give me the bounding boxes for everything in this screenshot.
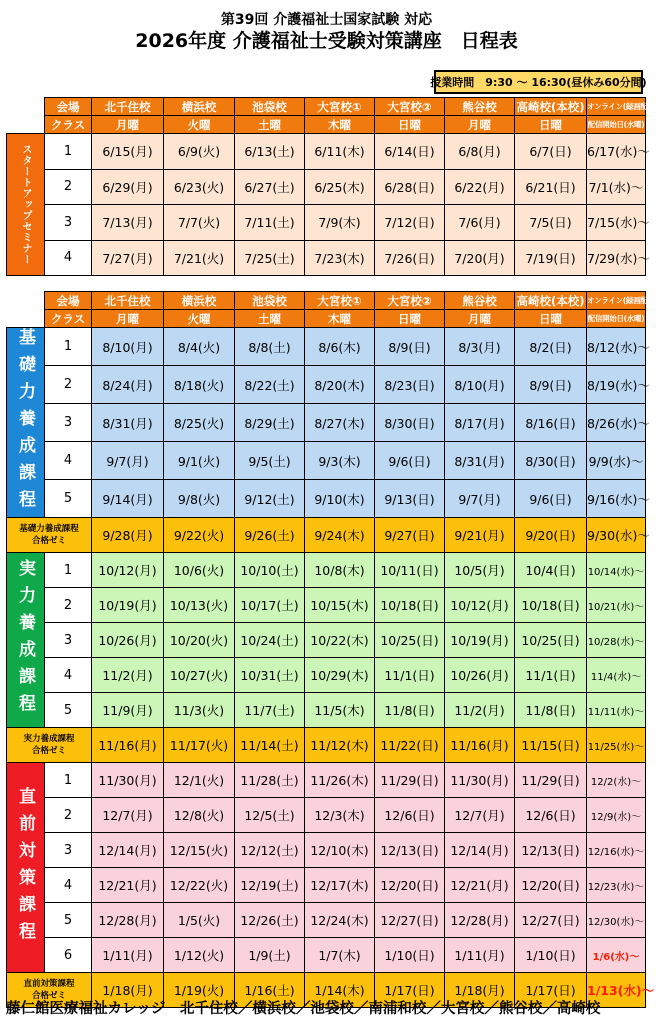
- date-cell: 6/13(土): [235, 134, 305, 170]
- date-cell: 11/2(月): [445, 693, 515, 728]
- date-cell: 9/7(月): [445, 480, 515, 518]
- date-cell: 11/7(土): [235, 693, 305, 728]
- date-cell: 9/3(木): [305, 442, 375, 480]
- header-campus: 熊谷校: [445, 98, 515, 116]
- date-cell: 11/9(月): [92, 693, 164, 728]
- schedule-row: [7, 658, 646, 693]
- header-campus: 北千住校: [92, 98, 164, 116]
- date-cell: 6/23(火): [164, 169, 235, 205]
- zemi-row: [7, 518, 646, 553]
- zemi-date-cell: 1/17(日): [515, 973, 587, 1008]
- date-cell: 12/28(月): [92, 903, 164, 938]
- date-cell: 1/6(水)～: [587, 938, 646, 973]
- schedule-row: [7, 480, 646, 518]
- header-row-day: [7, 310, 646, 328]
- zemi-label-line1: 直前対策課程: [23, 979, 75, 989]
- date-cell: 8/10(月): [92, 328, 164, 366]
- date-cell: 12/6(日): [375, 798, 445, 833]
- class-number: 2: [45, 588, 92, 623]
- zemi-date-cell: 9/22(火): [164, 518, 235, 553]
- header-day: 木曜: [305, 310, 375, 328]
- section-label-text: 直前対策課程: [15, 786, 35, 949]
- schedule-row: [7, 240, 646, 276]
- date-cell: 6/22(月): [445, 169, 515, 205]
- zemi-label-line1: 実力養成課程: [23, 734, 75, 744]
- date-cell: 7/13(月): [92, 205, 164, 241]
- date-cell: 7/7(火): [164, 205, 235, 241]
- date-cell: 8/3(月): [445, 328, 515, 366]
- date-cell: 8/26(水)～: [587, 404, 646, 442]
- header-day: 木曜: [305, 116, 375, 134]
- date-cell: 9/10(木): [305, 480, 375, 518]
- schedule-row: [7, 833, 646, 868]
- date-cell: 7/20(月): [445, 240, 515, 276]
- schedule-row: [7, 798, 646, 833]
- date-cell: 8/16(日): [515, 404, 587, 442]
- date-cell: 11/11(水)～: [587, 693, 646, 728]
- date-cell: 12/28(月): [445, 903, 515, 938]
- date-cell: 6/8(月): [445, 134, 515, 170]
- date-cell: 8/31(月): [92, 404, 164, 442]
- date-cell: 10/15(木): [305, 588, 375, 623]
- date-cell: 10/18(日): [375, 588, 445, 623]
- zemi-date-cell: 11/15(日): [515, 728, 587, 763]
- date-cell: 8/31(月): [445, 442, 515, 480]
- header-day: 土曜: [235, 310, 305, 328]
- date-cell: 12/13(日): [515, 833, 587, 868]
- zemi-date-cell: 1/13(水)～: [587, 973, 646, 1008]
- date-cell: 1/11(月): [92, 938, 164, 973]
- date-cell: 9/12(土): [235, 480, 305, 518]
- header-day: 日曜: [375, 116, 445, 134]
- class-number: 1: [45, 553, 92, 588]
- header-campus: 横浜校: [164, 292, 235, 310]
- date-cell: 9/7(月): [92, 442, 164, 480]
- zemi-date-cell: 11/16(月): [92, 728, 164, 763]
- date-cell: 11/30(月): [92, 763, 164, 798]
- class-number: 1: [45, 763, 92, 798]
- zemi-date-cell: 1/19(火): [164, 973, 235, 1008]
- date-cell: 12/8(火): [164, 798, 235, 833]
- header-day: 月曜: [445, 116, 515, 134]
- header-campus: オンライン(録画配信): [587, 292, 646, 310]
- date-cell: 8/6(木): [305, 328, 375, 366]
- date-cell: 6/29(月): [92, 169, 164, 205]
- date-cell: 12/20(日): [375, 868, 445, 903]
- date-cell: 8/30(日): [375, 404, 445, 442]
- date-cell: 7/15(水)～: [587, 205, 646, 241]
- schedule-row: [7, 205, 646, 241]
- schedule-row: [7, 763, 646, 798]
- zemi-date-cell: 11/22(日): [375, 728, 445, 763]
- date-cell: 6/25(木): [305, 169, 375, 205]
- header-blank: [7, 310, 45, 328]
- date-cell: 9/16(水)～: [587, 480, 646, 518]
- date-cell: 7/11(土): [235, 205, 305, 241]
- class-number: 6: [45, 938, 92, 973]
- schedule-row: [7, 903, 646, 938]
- zemi-date-cell: 11/25(水)～: [587, 728, 646, 763]
- section-label-text: スタートアップセミナー: [20, 144, 31, 265]
- header-label-campus: 会場: [45, 292, 92, 310]
- date-cell: 8/29(土): [235, 404, 305, 442]
- section-label-text: 基礎力養成課程: [15, 328, 35, 517]
- schedule-row: [7, 588, 646, 623]
- date-cell: 10/25(日): [515, 623, 587, 658]
- date-cell: 10/22(木): [305, 623, 375, 658]
- date-cell: 12/7(月): [445, 798, 515, 833]
- date-cell: 9/5(土): [235, 442, 305, 480]
- header-day: 火曜: [164, 116, 235, 134]
- header-blank: [7, 292, 45, 310]
- date-cell: 8/9(日): [515, 366, 587, 404]
- date-cell: 9/1(火): [164, 442, 235, 480]
- zemi-date-cell: 11/17(火): [164, 728, 235, 763]
- zemi-label-line2: 合格ゼミ: [31, 536, 66, 546]
- date-cell: 12/17(木): [305, 868, 375, 903]
- header-day: 日曜: [515, 310, 587, 328]
- header-campus: 池袋校: [235, 98, 305, 116]
- date-cell: 10/8(木): [305, 553, 375, 588]
- class-number: 2: [45, 798, 92, 833]
- date-cell: 12/30(水)～: [587, 903, 646, 938]
- date-cell: 12/2(水)～: [587, 763, 646, 798]
- date-cell: 10/26(月): [92, 623, 164, 658]
- date-cell: 7/21(火): [164, 240, 235, 276]
- date-cell: 12/14(月): [92, 833, 164, 868]
- date-cell: 12/14(月): [445, 833, 515, 868]
- schedule-row: [7, 868, 646, 903]
- date-cell: 7/25(土): [235, 240, 305, 276]
- date-cell: 1/5(火): [164, 903, 235, 938]
- date-cell: 1/11(月): [445, 938, 515, 973]
- header-row-campus: [7, 292, 646, 310]
- date-cell: 10/6(火): [164, 553, 235, 588]
- date-cell: 10/24(土): [235, 623, 305, 658]
- date-cell: 6/27(土): [235, 169, 305, 205]
- date-cell: 10/29(木): [305, 658, 375, 693]
- zemi-date-cell: 1/18(月): [445, 973, 515, 1008]
- date-cell: 6/28(日): [375, 169, 445, 205]
- header-day: 土曜: [235, 116, 305, 134]
- class-number: 3: [45, 833, 92, 868]
- date-cell: 7/9(木): [305, 205, 375, 241]
- date-cell: 10/14(水)～: [587, 553, 646, 588]
- class-number: 3: [45, 205, 92, 241]
- schedule-row: [7, 442, 646, 480]
- date-cell: 11/8(日): [375, 693, 445, 728]
- date-cell: 1/7(木): [305, 938, 375, 973]
- date-cell: 7/5(日): [515, 205, 587, 241]
- date-cell: 10/11(日): [375, 553, 445, 588]
- class-number: 5: [45, 903, 92, 938]
- schedule-row: [7, 404, 646, 442]
- date-cell: 10/12(月): [445, 588, 515, 623]
- zemi-label-line1: 基礎力養成課程: [19, 524, 79, 534]
- date-cell: 8/27(木): [305, 404, 375, 442]
- date-cell: 10/21(水)～: [587, 588, 646, 623]
- zemi-date-cell: 11/12(木): [305, 728, 375, 763]
- date-cell: 7/12(日): [375, 205, 445, 241]
- date-cell: 12/23(水)～: [587, 868, 646, 903]
- zemi-date-cell: 9/20(日): [515, 518, 587, 553]
- date-cell: 10/18(日): [515, 588, 587, 623]
- header-campus: オンライン(録画配信): [587, 98, 646, 116]
- zemi-date-cell: 9/21(月): [445, 518, 515, 553]
- schedule-row: [7, 693, 646, 728]
- schedule-row: [7, 938, 646, 973]
- date-cell: 11/3(火): [164, 693, 235, 728]
- header-campus: 北千住校: [92, 292, 164, 310]
- header-row-campus: [7, 98, 646, 116]
- header-campus: 池袋校: [235, 292, 305, 310]
- date-cell: 8/4(火): [164, 328, 235, 366]
- header-day: 火曜: [164, 310, 235, 328]
- date-cell: 9/9(水)～: [587, 442, 646, 480]
- header-label-campus: 会場: [45, 98, 92, 116]
- date-cell: 11/1(日): [515, 658, 587, 693]
- date-cell: 12/3(木): [305, 798, 375, 833]
- date-cell: 7/6(月): [445, 205, 515, 241]
- zemi-date-cell: 11/14(土): [235, 728, 305, 763]
- date-cell: 12/7(月): [92, 798, 164, 833]
- date-cell: 11/1(日): [375, 658, 445, 693]
- class-hours-box: 授業時間 9:30 ～ 16:30(昼休み60分間): [434, 70, 643, 94]
- date-cell: 11/5(木): [305, 693, 375, 728]
- date-cell: 8/17(月): [445, 404, 515, 442]
- date-cell: 8/10(月): [445, 366, 515, 404]
- date-cell: 1/10(日): [515, 938, 587, 973]
- date-cell: 9/13(日): [375, 480, 445, 518]
- date-cell: 11/29(日): [375, 763, 445, 798]
- date-cell: 9/6(日): [515, 480, 587, 518]
- date-cell: 11/8(日): [515, 693, 587, 728]
- header-campus: 高崎校(本校): [516, 293, 585, 308]
- date-cell: 12/1(火): [164, 763, 235, 798]
- zemi-date-cell: 9/30(水)～: [587, 518, 646, 553]
- date-cell: 10/25(日): [375, 623, 445, 658]
- startup-schedule-table: [6, 97, 658, 276]
- date-cell: 7/26(日): [375, 240, 445, 276]
- class-number: 3: [45, 404, 92, 442]
- date-cell: 6/11(木): [305, 134, 375, 170]
- date-cell: 6/14(日): [375, 134, 445, 170]
- date-cell: 12/22(火): [164, 868, 235, 903]
- zemi-date-cell: 11/16(月): [445, 728, 515, 763]
- header-day: 日曜: [515, 116, 587, 134]
- date-cell: 6/9(火): [164, 134, 235, 170]
- date-cell: 7/23(木): [305, 240, 375, 276]
- zemi-row: [7, 728, 646, 763]
- schedule-row: [7, 169, 646, 205]
- date-cell: 1/10(日): [375, 938, 445, 973]
- date-cell: 11/2(月): [92, 658, 164, 693]
- section-label-text: 実力養成課程: [15, 559, 35, 721]
- date-cell: 11/26(木): [305, 763, 375, 798]
- date-cell: 10/28(水)～: [587, 623, 646, 658]
- date-cell: 8/8(土): [235, 328, 305, 366]
- date-cell: 8/18(火): [164, 366, 235, 404]
- zemi-date-cell: 9/28(月): [92, 518, 164, 553]
- date-cell: 11/30(月): [445, 763, 515, 798]
- date-cell: 1/12(火): [164, 938, 235, 973]
- header-day: 配信開始日(水曜): [587, 310, 646, 328]
- schedule-row: [7, 553, 646, 588]
- date-cell: 11/28(土): [235, 763, 305, 798]
- course-schedule-table: [6, 291, 658, 1008]
- date-cell: 11/4(水)～: [587, 658, 646, 693]
- date-cell: 12/16(水)～: [587, 833, 646, 868]
- section-label-chokuzen: [7, 763, 45, 973]
- date-cell: 9/6(日): [375, 442, 445, 480]
- date-cell: 8/23(日): [375, 366, 445, 404]
- date-cell: 12/27(日): [515, 903, 587, 938]
- date-cell: 12/15(火): [164, 833, 235, 868]
- date-cell: 12/24(木): [305, 903, 375, 938]
- date-cell: 12/21(月): [445, 868, 515, 903]
- date-cell: 12/27(日): [375, 903, 445, 938]
- schedule-row: [7, 134, 646, 170]
- header-day: 配信開始日(水曜): [587, 116, 646, 134]
- date-cell: 10/31(土): [235, 658, 305, 693]
- date-cell: 8/19(水)～: [587, 366, 646, 404]
- header-campus: 横浜校: [164, 98, 235, 116]
- date-cell: 12/9(水)～: [587, 798, 646, 833]
- zemi-label: [7, 728, 92, 763]
- date-cell: 10/19(月): [92, 588, 164, 623]
- class-number: 2: [45, 366, 92, 404]
- schedule-row: [7, 623, 646, 658]
- zemi-date-cell: 1/14(木): [305, 973, 375, 1008]
- class-number: 1: [45, 328, 92, 366]
- zemi-date-cell: 1/17(日): [375, 973, 445, 1008]
- class-number: 4: [45, 240, 92, 276]
- date-cell: 10/26(月): [445, 658, 515, 693]
- date-cell: 8/22(土): [235, 366, 305, 404]
- date-cell: 12/26(土): [235, 903, 305, 938]
- header-campus: 大宮校①: [305, 98, 375, 116]
- date-cell: 10/19(月): [445, 623, 515, 658]
- zemi-date-cell: 1/16(土): [235, 973, 305, 1008]
- date-cell: 8/20(木): [305, 366, 375, 404]
- class-number: 1: [45, 134, 92, 170]
- schedule-row: [7, 328, 646, 366]
- zemi-label-line2: 合格ゼミ: [31, 746, 66, 756]
- date-cell: 11/29(日): [515, 763, 587, 798]
- header-blank: [7, 116, 45, 134]
- date-cell: 6/15(月): [92, 134, 164, 170]
- date-cell: 10/5(月): [445, 553, 515, 588]
- date-cell: 12/6(日): [515, 798, 587, 833]
- header-campus: 熊谷校: [445, 292, 515, 310]
- date-cell: 8/30(日): [515, 442, 587, 480]
- date-cell: 10/17(土): [235, 588, 305, 623]
- date-cell: 10/12(月): [92, 553, 164, 588]
- header-day: 月曜: [445, 310, 515, 328]
- date-cell: 6/21(日): [515, 169, 587, 205]
- section-label-startup: [7, 134, 45, 276]
- class-number: 2: [45, 169, 92, 205]
- zemi-label: [7, 518, 92, 553]
- class-number: 5: [45, 693, 92, 728]
- header-campus: 大宮校②: [375, 292, 445, 310]
- date-cell: 12/5(土): [235, 798, 305, 833]
- date-cell: 8/9(日): [375, 328, 445, 366]
- document-title: 2026年度 介護福祉士受験対策講座 日程表: [135, 30, 518, 52]
- section-label-jitsuryoku: [7, 553, 45, 728]
- date-cell: 6/7(日): [515, 134, 587, 170]
- class-number: 4: [45, 868, 92, 903]
- date-cell: 10/13(火): [164, 588, 235, 623]
- date-cell: 8/25(火): [164, 404, 235, 442]
- zemi-date-cell: 9/24(木): [305, 518, 375, 553]
- zemi-date-cell: 9/27(日): [375, 518, 445, 553]
- date-cell: 12/21(月): [92, 868, 164, 903]
- header-blank: [7, 98, 45, 116]
- date-cell: 12/20(日): [515, 868, 587, 903]
- school-footer: 藤仁館医療福祉カレッジ 北千住校／横浜校／池袋校／南浦和校／大宮校／熊谷校／高崎校: [6, 1001, 601, 1017]
- date-cell: 12/10(木): [305, 833, 375, 868]
- header-label-class: クラス: [45, 310, 92, 328]
- date-cell: 10/20(火): [164, 623, 235, 658]
- date-cell: 10/4(日): [515, 553, 587, 588]
- header-campus: 大宮校②: [375, 98, 445, 116]
- class-number: 4: [45, 442, 92, 480]
- class-number: 3: [45, 623, 92, 658]
- date-cell: 7/29(水)～: [587, 240, 646, 276]
- header-label-class: クラス: [45, 116, 92, 134]
- zemi-date-cell: 9/26(土): [235, 518, 305, 553]
- header-day: 日曜: [375, 310, 445, 328]
- date-cell: 8/12(水)～: [587, 328, 646, 366]
- date-cell: 1/9(土): [235, 938, 305, 973]
- class-number: 4: [45, 658, 92, 693]
- document-subtitle: 第39回 介護福祉士国家試験 対応: [220, 12, 433, 28]
- header-day: 月曜: [92, 310, 164, 328]
- date-cell: 10/27(火): [164, 658, 235, 693]
- header-row-day: [7, 116, 646, 134]
- zemi-label-line2: 合格ゼミ: [31, 991, 66, 1001]
- date-cell: 12/19(土): [235, 868, 305, 903]
- date-cell: 6/17(水)～: [587, 134, 646, 170]
- header-day: 月曜: [92, 116, 164, 134]
- header-campus: 高崎校(本校): [516, 99, 585, 114]
- header-campus: 大宮校①: [305, 292, 375, 310]
- date-cell: 12/12(土): [235, 833, 305, 868]
- date-cell: 7/19(日): [515, 240, 587, 276]
- zemi-date-cell: 1/18(月): [92, 973, 164, 1008]
- date-cell: 9/8(火): [164, 480, 235, 518]
- date-cell: 7/27(月): [92, 240, 164, 276]
- class-number: 5: [45, 480, 92, 518]
- date-cell: 9/14(月): [92, 480, 164, 518]
- section-label-kiso: [7, 328, 45, 518]
- schedule-row: [7, 366, 646, 404]
- date-cell: 12/13(日): [375, 833, 445, 868]
- date-cell: 8/24(月): [92, 366, 164, 404]
- date-cell: 10/10(土): [235, 553, 305, 588]
- date-cell: 8/2(日): [515, 328, 587, 366]
- date-cell: 7/1(水)～: [587, 169, 646, 205]
